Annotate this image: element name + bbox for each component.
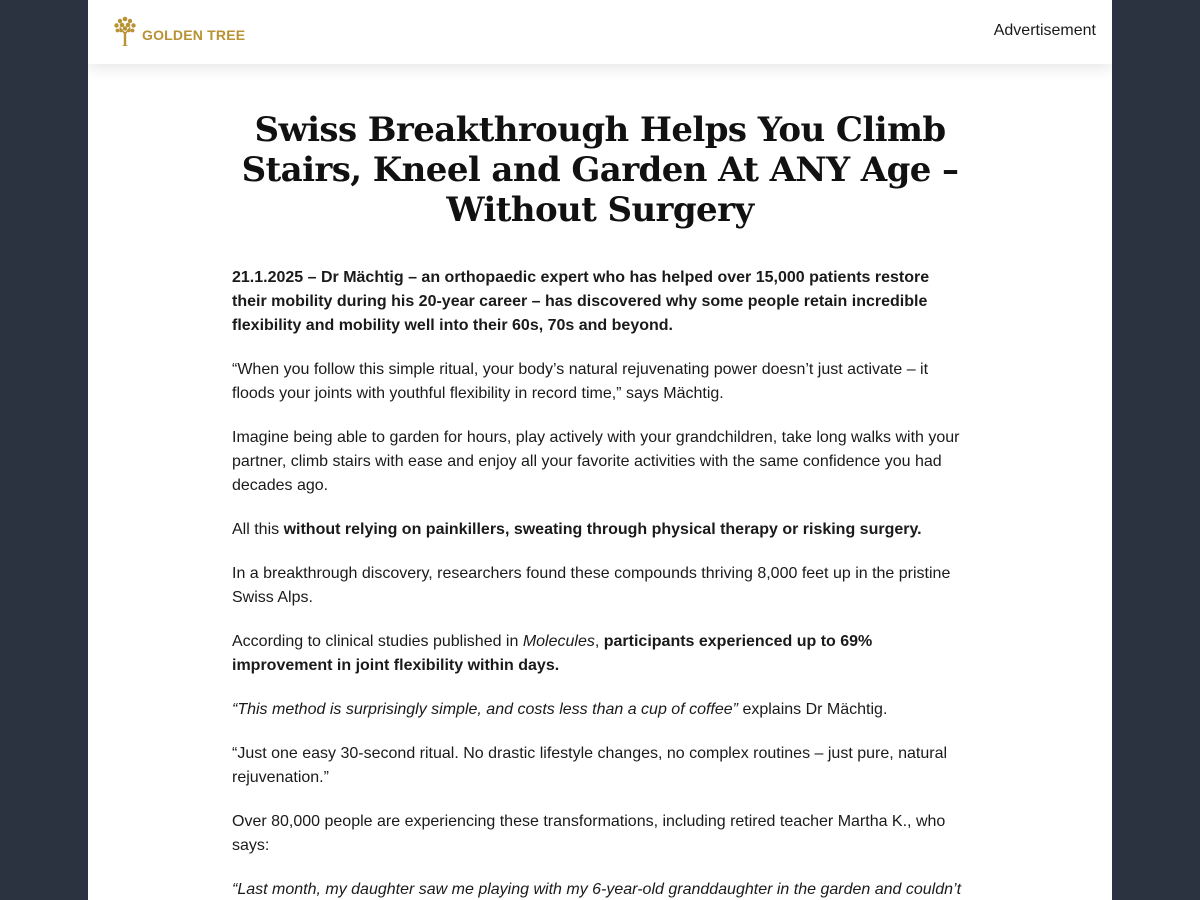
paragraph-lead-text: All this (232, 521, 284, 538)
brand-logo-link[interactable] (112, 15, 245, 49)
paragraph-30-second-ritual: “Just one easy 30-second ritual. No drastic lifestyle changes, no complex routines – just pure, natural rejuvenation.” (232, 745, 948, 786)
testimonial-quote: “Last month, my daughter saw me playing with my 6-year-old granddaughter in the garden and couldn’t (232, 881, 962, 898)
paragraph-testimonial-intro: Over 80,000 people are experiencing these transformations, including retired teacher Martha K., who says: (232, 813, 946, 854)
paragraph-imagine: Imagine being able to garden for hours, play actively with your grandchildren, take long walks with your partner, climb stairs with ease and enjoy all your favorite activities with the same confidence you had decades ago. (232, 429, 960, 494)
article (232, 110, 968, 900)
paragraph-bold-text: without relying on painkillers, sweating through physical therapy or risking surgery. (283, 521, 922, 538)
paragraph-tail-text: explains Dr Mächtig. (738, 701, 888, 718)
advertisement-label: Advertisement (993, 22, 1096, 39)
paragraph-cup-of-coffee (232, 698, 968, 722)
italic-quote: “This method is surprisingly simple, and costs less than a cup of coffee” (232, 701, 738, 718)
paragraph-lead-text: According to clinical studies published in (232, 633, 523, 650)
top-bar (88, 0, 1112, 64)
paragraph-quote-ritual: “When you follow this simple ritual, your body’s natural rejuvenating power doesn’t just activate – it floods your joints with youthful flexibility in record time,” says Mächtig. (232, 361, 929, 402)
journal-name: Molecules (522, 633, 595, 650)
paragraph-without-surgery (232, 518, 968, 542)
article-intro: 21.1.2025 – Dr Mächtig – an orthopaedic expert who has helped over 15,000 patients restore their mobility during his 20-year career – has discovered why some people retain incredible flexibility and mobility well into their 60s, 70s and beyond. (232, 269, 930, 334)
page (88, 0, 1112, 900)
paragraph-swiss-alps: In a breakthrough discovery, researchers found these compounds thriving 8,000 feet up in the pristine Swiss Alps. (232, 565, 951, 606)
brand-name: GOLDEN TREE (142, 27, 246, 43)
paragraph-clinical-studies (232, 630, 968, 678)
article-headline: Swiss Breakthrough Helps You Climb Stairs, Kneel and Garden At ANY Age – Without Surgery (241, 110, 959, 230)
tree-icon (112, 15, 138, 49)
paragraph-bold-text: participants experienced up to 69% improvement in joint flexibility within days. (232, 633, 873, 674)
paragraph-separator: , (594, 633, 604, 650)
